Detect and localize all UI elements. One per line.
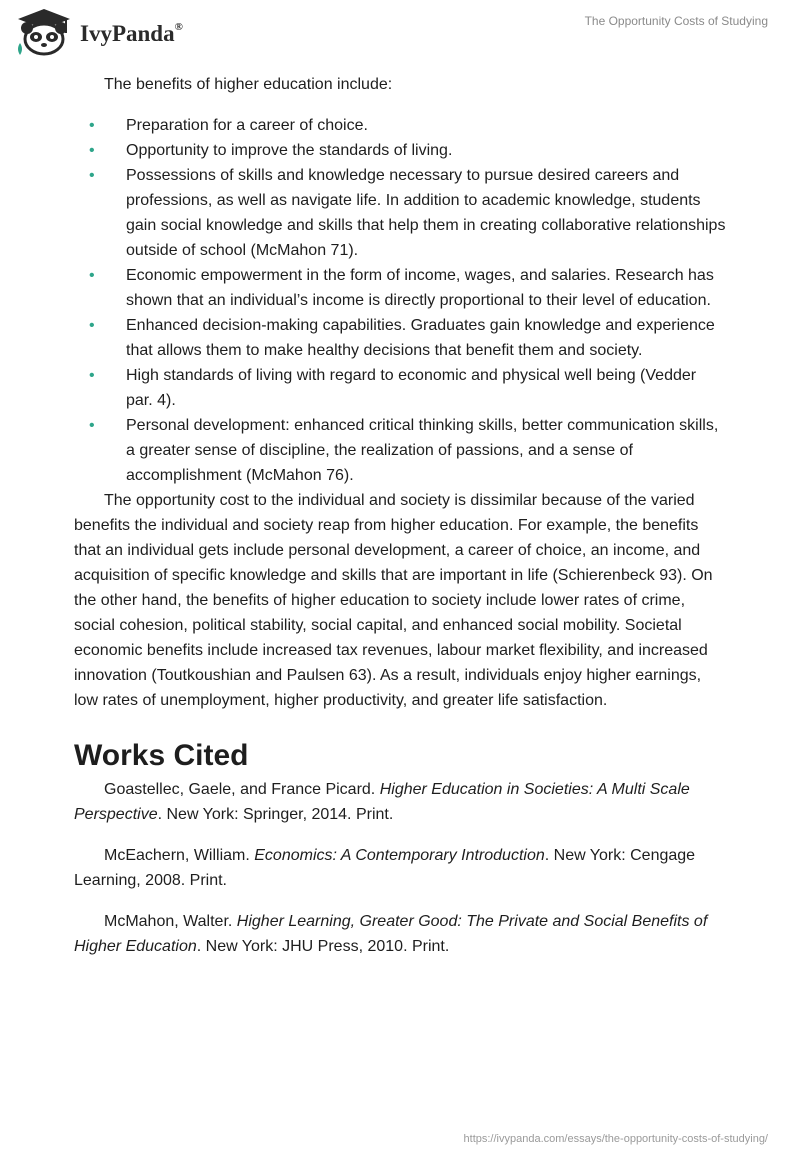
list-item: • Preparation for a career of choice. — [74, 113, 726, 138]
list-item: • Economic empowerment in the form of income, wages, and salaries. Research has shown that an individual’s income is directly proportional to their level of education. — [74, 263, 726, 313]
list-item: • Possessions of skills and knowledge necessary to pursue desired careers and professions, as well as navigate life. In addition to academic knowledge, students gain social knowledge and skills that help them in creating collaborative relationships outside of school (McMahon 71). — [74, 163, 726, 263]
bullet-icon: • — [89, 167, 95, 184]
bullet-icon: • — [89, 317, 95, 334]
intro-paragraph: The benefits of higher education include: — [104, 76, 393, 93]
page-header — [0, 0, 800, 60]
bullet-icon: • — [89, 367, 95, 384]
citation-entry: McEachern, William. Economics: A Contemporary Introduction. New York: Cengage Learning, 2008. Print. — [74, 847, 696, 889]
benefits-list — [74, 113, 726, 488]
citation-entry: Goastellec, Gaele, and France Picard. Higher Education in Societies: A Multi Scale Perspective. New York: Springer, 2014. Print. — [74, 781, 690, 823]
works-cited-heading: Works Cited — [74, 739, 249, 772]
source-url-link[interactable]: https://ivypanda.com/essays/the-opportunity-costs-of-studying/ — [463, 1133, 768, 1145]
list-item: • Enhanced decision-making capabilities. Graduates gain knowledge and experience that allows them to make healthy decisions that benefit them and society. — [74, 313, 726, 363]
citation-entry: McMahon, Walter. Higher Learning, Greater Good: The Private and Social Benefits of Higher Education. New York: JHU Press, 2010. Print. — [74, 913, 708, 955]
list-item: • Personal development: enhanced critical thinking skills, better communication skills, a greater sense of discipline, the realization of passions, and a sense of accomplishment (McMahon 76). — [74, 413, 726, 488]
brand-name: IvyPanda® — [80, 21, 183, 46]
list-item: • High standards of living with regard to economic and physical well being (Vedder par. 4). — [74, 363, 726, 413]
ivypanda-logo[interactable] — [14, 7, 204, 59]
bullet-icon: • — [89, 142, 95, 159]
document-title: The Opportunity Costs of Studying — [584, 14, 768, 28]
bullet-icon: • — [89, 267, 95, 284]
essay-content — [74, 72, 726, 959]
bullet-icon: • — [89, 417, 95, 434]
panda-graduate-icon — [14, 7, 74, 57]
list-item: • Opportunity to improve the standards of living. — [74, 138, 726, 163]
bullet-icon: • — [89, 117, 95, 134]
body-paragraph: The opportunity cost to the individual and society is dissimilar because of the varied benefits the individual and society reap from higher education. For example, the benefits that an individual gets include personal development, a career of choice, an income, and acquisition of specific knowledge and skills that are important in life (Schierenbeck 93). On the other hand, the benefits of higher education to society include lower rates of crime, social cohesion, political stability, social capital, and enhanced social mobility. Societal economic benefits include increased tax revenues, labour market flexibility, and increased innovation (Toutkoushian and Paulsen 63). As a result, individuals enjoy higher earnings, low rates of unemployment, higher productivity, and greater life satisfaction. — [74, 492, 713, 709]
